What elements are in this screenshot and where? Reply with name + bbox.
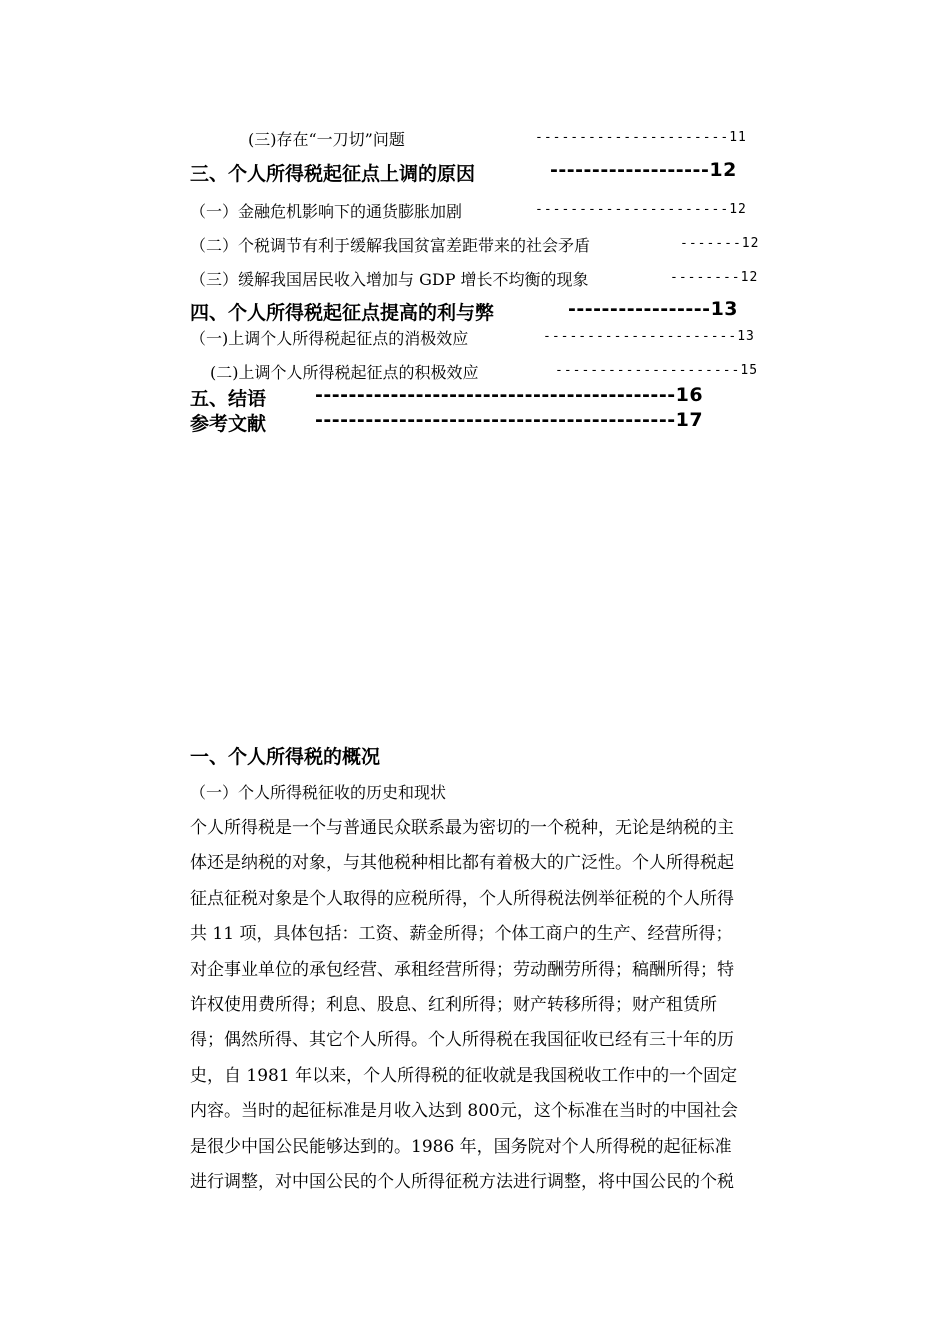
toc-dashes: -------------------------------------------	[315, 384, 676, 406]
toc-entry-text: （一)上调个人所得税起征点的消极效应	[190, 329, 469, 348]
toc-page-number: 12	[740, 270, 759, 285]
toc-entry	[190, 233, 590, 256]
toc-entry	[190, 199, 462, 222]
toc-entry-text: 四、个人所得税起征点提高的利与弊	[190, 302, 495, 324]
toc-page-number: 17	[675, 409, 704, 431]
toc-page-number: 12	[741, 236, 760, 251]
toc-page-number: 13	[737, 329, 755, 344]
body-line: 许权使用费所得；利息、股息、红利所得；财产转移所得；财产租赁所	[190, 995, 717, 1015]
toc-leader	[670, 270, 758, 285]
toc-entry	[190, 267, 589, 290]
body-line: 体还是纳税的对象，与其他税种相比都有着极大的广泛性。个人所得税起	[190, 853, 734, 873]
body-line: 征点征税对象是个人取得的应税所得，个人所得税法例举征税的个人所得	[190, 889, 734, 909]
toc-entry-text: 参考文献	[190, 413, 267, 435]
toc-leader	[543, 329, 755, 344]
body-line: 内容。当时的起征标准是月收入达到 800元，这个标准在当时的中国社会	[190, 1101, 738, 1121]
toc-leader	[535, 202, 747, 217]
toc-entry-text: 三、个人所得税起征点上调的原因	[190, 163, 476, 185]
toc-leader	[680, 236, 759, 251]
toc-dashes: -------------------	[550, 159, 710, 181]
body-line: 是很少中国公民能够达到的。1986 年，国务院对个人所得税的起征标准	[190, 1137, 732, 1157]
toc-page-number: 13	[710, 298, 739, 320]
toc-leader	[315, 409, 703, 431]
toc-dashes: -------------------------------------------	[315, 409, 676, 431]
body-line: 个人所得税是一个与普通民众联系最为密切的一个税种，无论是纳税的主	[190, 818, 734, 838]
toc-dashes: ---------------------	[555, 363, 741, 378]
toc-entry	[190, 384, 266, 411]
toc-leader	[550, 159, 737, 181]
body-line: 史，自 1981 年以来，个人所得税的征收就是我国税收工作中的一个固定	[190, 1066, 738, 1086]
toc-entry	[210, 360, 479, 383]
toc-leader	[555, 363, 758, 378]
toc-entry	[190, 326, 468, 349]
toc-entry-text: (三)存在“一刀切”问题	[248, 130, 405, 149]
toc-page-number: 16	[675, 384, 704, 406]
toc-leader	[315, 384, 703, 406]
toc-dashes: --------	[670, 270, 741, 285]
toc-page-number: 15	[740, 363, 759, 378]
toc-entry	[190, 298, 494, 325]
toc-entry-text: （一）金融危机影响下的通货膨胀加剧	[190, 202, 463, 221]
body-line: 进行调整，对中国公民的个人所得征税方法进行调整，将中国公民的个税	[190, 1172, 734, 1192]
body-line: 对企事业单位的承包经营、承租经营所得；劳动酬劳所得；稿酬所得；特	[190, 960, 734, 980]
subsection-heading: （一）个人所得税征收的历史和现状	[190, 783, 447, 802]
toc-dashes: ----------------------	[535, 202, 730, 217]
toc-page-number: 11	[729, 130, 747, 145]
toc-entry-text: （二）个税调节有利于缓解我国贫富差距带来的社会矛盾	[190, 236, 591, 255]
toc-entry	[190, 409, 266, 436]
toc-page-number: 12	[729, 202, 747, 217]
toc-entry-text: 五、结语	[190, 388, 267, 410]
toc-dashes: ----------------------	[535, 130, 730, 145]
toc-entry-text: （三）缓解我国居民收入增加与 GDP 增长不均衡的现象	[190, 270, 589, 289]
toc-dashes: ----------------------	[543, 329, 738, 344]
toc-leader	[568, 298, 738, 320]
section-heading: 一、个人所得税的概况	[190, 746, 381, 768]
body-line: 共 11 项，具体包括：工资、薪金所得；个体工商户的生产、经营所得；	[190, 924, 733, 944]
toc-dashes: -------	[680, 236, 742, 251]
toc-entry-text: (二)上调个人所得税起征点的积极效应	[210, 363, 479, 382]
toc-page-number: 12	[709, 159, 737, 181]
toc-entry	[248, 127, 405, 150]
toc-dashes: -----------------	[568, 298, 711, 320]
toc-leader	[535, 130, 747, 145]
toc-entry	[190, 159, 475, 186]
body-line: 得；偶然所得、其它个人所得。个人所得税在我国征收已经有三十年的历	[190, 1030, 734, 1050]
